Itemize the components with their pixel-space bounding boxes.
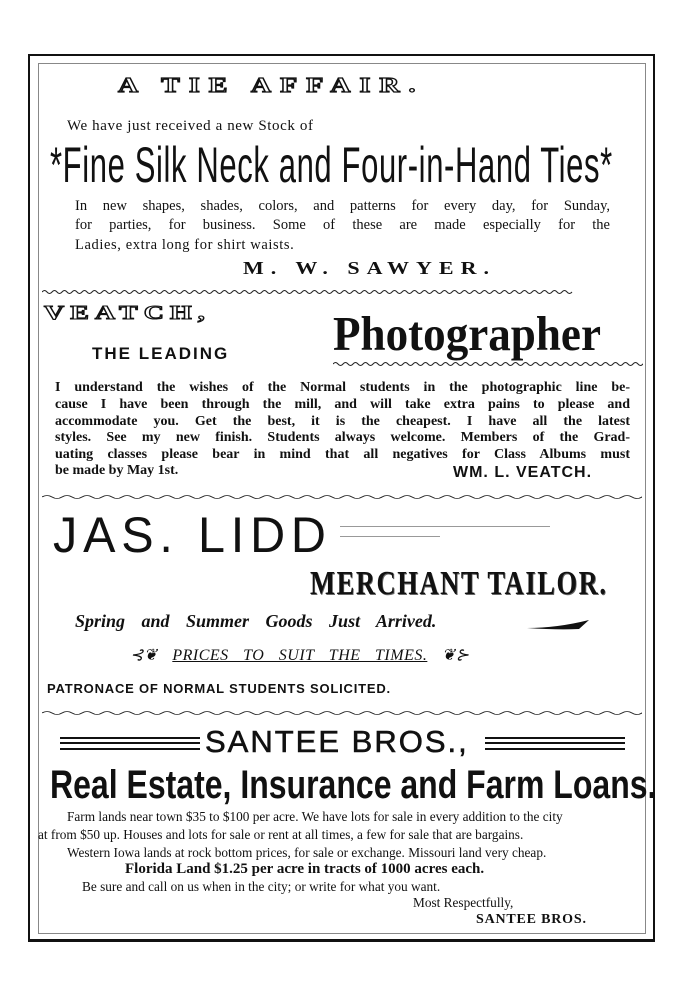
body-line: I understand the wishes of the Normal students in the photographic line be- bbox=[55, 380, 630, 395]
decorative-rule bbox=[60, 737, 200, 750]
ornament-right-icon: ❦⊱ bbox=[427, 647, 470, 664]
signature: WM. L. VEATCH. bbox=[453, 464, 593, 481]
body-line: for parties, for business. Some of these are made especially for the bbox=[75, 217, 610, 233]
ornament-left-icon: ⊰❦ bbox=[130, 647, 173, 664]
body-line: uating classes please bear in mind that all negatives for Class Albums must bbox=[55, 447, 630, 462]
decorative-rule bbox=[340, 526, 550, 527]
tailor-name: JAS. LIDD bbox=[53, 507, 332, 563]
body-line: styles. See my new finish. Students always welcome. Members of the Grad- bbox=[55, 430, 630, 445]
headline: *Fine Silk Neck and Four-in-Hand Ties* bbox=[50, 137, 613, 193]
signature: M. W. SAWYER. bbox=[243, 258, 496, 278]
signature: SANTEE BROS. bbox=[476, 912, 587, 927]
decorative-rule bbox=[485, 737, 625, 750]
closing-line: Be sure and call on us when in the city; or write for what you want. bbox=[82, 879, 441, 894]
florida-offer: Florida Land $1.25 per acre in tracts of 1000 acres each. bbox=[125, 861, 485, 877]
valediction: Most Respectfully, bbox=[413, 895, 514, 910]
body-line: Ladies, extra long for shirt waists. bbox=[75, 237, 295, 253]
decorative-rule bbox=[340, 536, 440, 537]
body-line: accommodate you. Get the best, it is the cheapest. I have all the latest bbox=[55, 414, 630, 429]
wavy-divider bbox=[42, 494, 642, 500]
body-line: Farm lands near town $35 to $100 per acre. We have lots for sale in every addition to the city bbox=[67, 809, 563, 824]
prices-banner bbox=[130, 645, 470, 665]
profession-title: Photographer bbox=[333, 306, 601, 361]
prices-text: PRICES TO SUIT THE TIMES. bbox=[172, 647, 428, 664]
headline: Real Estate, Insurance and Farm Loans. bbox=[50, 763, 657, 807]
wavy-divider bbox=[42, 710, 642, 716]
intro-text: We have just received a new Stock of bbox=[67, 118, 314, 134]
wavy-divider bbox=[42, 289, 642, 295]
photographer-name: VEATCH, bbox=[44, 302, 211, 324]
body-line: cause I have been through the mill, and will take extra pains to please and bbox=[55, 397, 630, 412]
wavy-underline bbox=[333, 361, 643, 367]
body-line: In new shapes, shades, colors, and patterns for every day, for Sunday, bbox=[75, 198, 610, 214]
tagline: Spring and Summer Goods Just Arrived. bbox=[75, 611, 437, 631]
body-line: at from $50 up. Houses and lots for sale or rent at all times, a few for sale that are bargains. bbox=[38, 827, 524, 842]
body-line: be made by May 1st. bbox=[55, 463, 179, 478]
profession-title: MERCHANT TAILOR. bbox=[310, 565, 608, 602]
subtitle: THE LEADING bbox=[92, 344, 230, 363]
body-line: Western Iowa lands at rock bottom prices, for sale or exchange. Missouri land very cheap. bbox=[67, 845, 547, 860]
patronage-note: PATRONACE OF NORMAL STUDENTS SOLICITED. bbox=[47, 681, 391, 696]
swash-ornament bbox=[527, 617, 589, 623]
company-name: SANTEE BROS., bbox=[205, 724, 469, 759]
ad-title: A TIE AFFAIR. bbox=[118, 74, 425, 98]
